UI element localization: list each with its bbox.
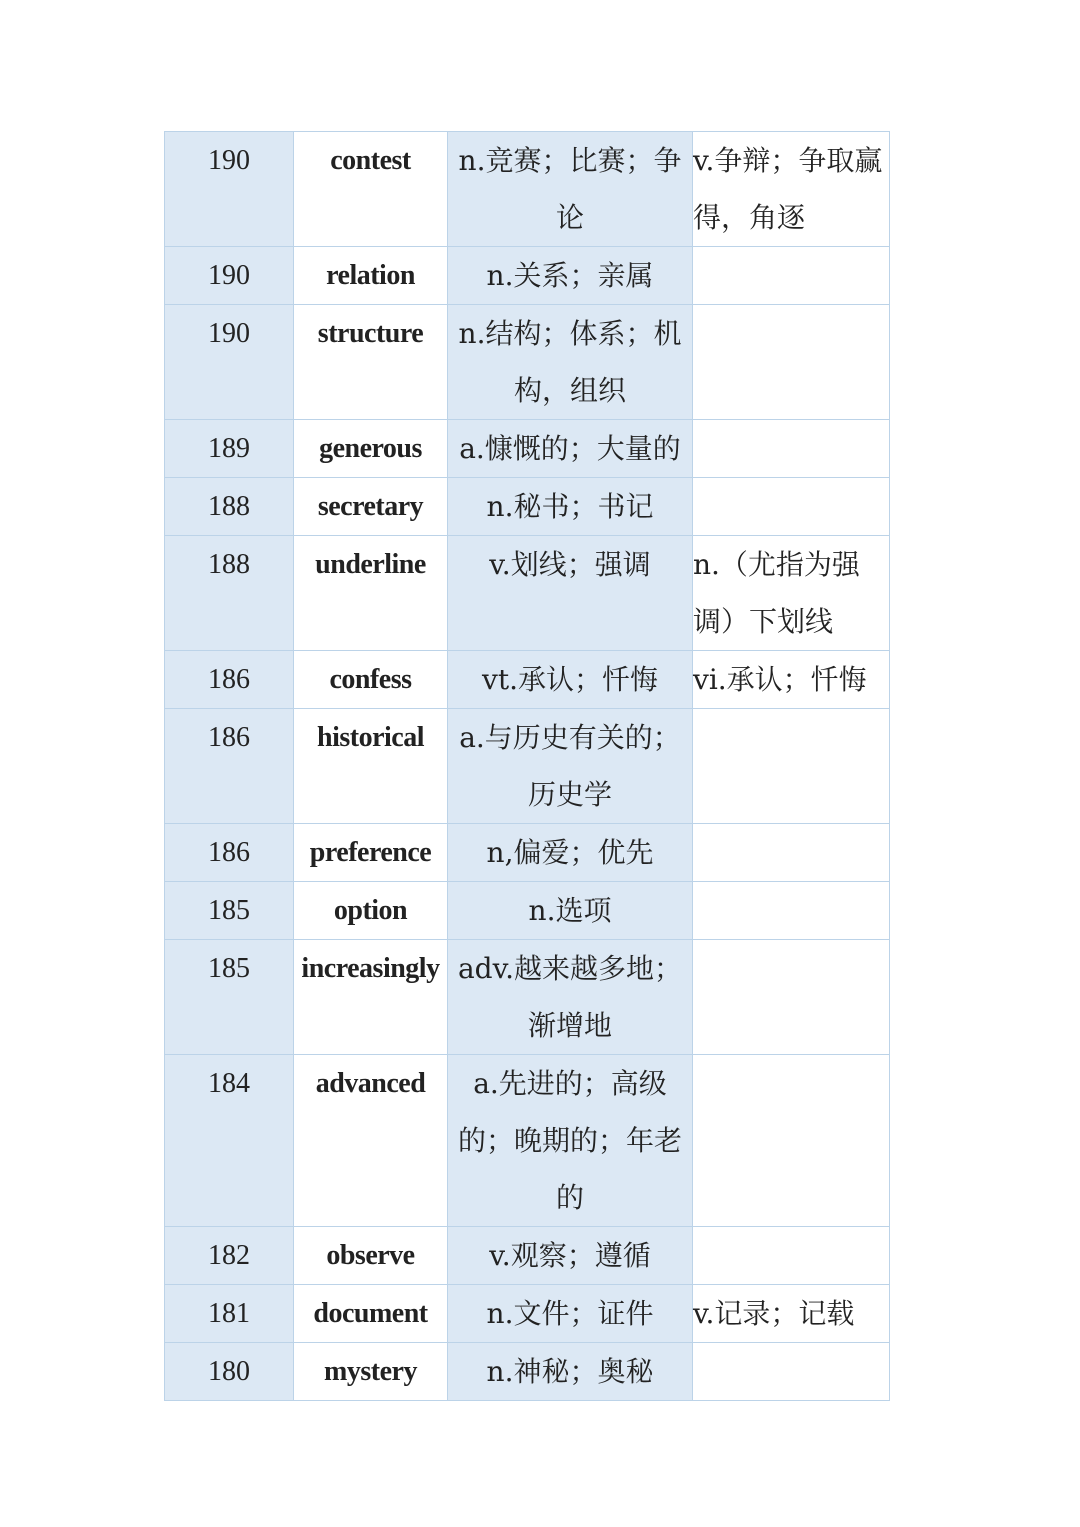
extra-definition-cell: n.（尤指为强调）下划线	[693, 536, 890, 651]
definition-cell: n.文件；证件	[448, 1285, 693, 1343]
frequency-cell: 182	[165, 1227, 294, 1285]
table-row	[165, 536, 890, 651]
table-row	[165, 420, 890, 478]
definition-cell: a.慷慨的；大量的	[448, 420, 693, 478]
definition-cell: vt.承认；忏悔	[448, 651, 693, 709]
word-cell: relation	[294, 247, 448, 305]
table-row	[165, 1055, 890, 1227]
frequency-cell: 190	[165, 247, 294, 305]
word-cell: preference	[294, 824, 448, 882]
definition-cell: n.秘书；书记	[448, 478, 693, 536]
extra-definition-cell: v.争辩；争取赢得，角逐	[693, 132, 890, 247]
extra-definition-cell	[693, 478, 890, 536]
frequency-cell: 180	[165, 1343, 294, 1401]
word-cell: historical	[294, 709, 448, 824]
word-cell: secretary	[294, 478, 448, 536]
word-cell: mystery	[294, 1343, 448, 1401]
extra-definition-cell	[693, 1343, 890, 1401]
word-cell: confess	[294, 651, 448, 709]
definition-cell: a.先进的；高级的；晚期的；年老的	[448, 1055, 693, 1227]
table-row	[165, 709, 890, 824]
table-row	[165, 1227, 890, 1285]
table-row	[165, 651, 890, 709]
extra-definition-cell	[693, 824, 890, 882]
frequency-cell: 189	[165, 420, 294, 478]
vocabulary-table	[164, 131, 890, 1401]
frequency-cell: 186	[165, 709, 294, 824]
frequency-cell: 184	[165, 1055, 294, 1227]
frequency-cell: 186	[165, 651, 294, 709]
table-row	[165, 1285, 890, 1343]
vocabulary-table-body	[165, 132, 890, 1401]
table-row	[165, 132, 890, 247]
word-cell: observe	[294, 1227, 448, 1285]
extra-definition-cell	[693, 247, 890, 305]
word-cell: contest	[294, 132, 448, 247]
extra-definition-cell	[693, 305, 890, 420]
frequency-cell: 188	[165, 536, 294, 651]
table-row	[165, 1343, 890, 1401]
frequency-cell: 188	[165, 478, 294, 536]
extra-definition-cell	[693, 1227, 890, 1285]
table-row	[165, 824, 890, 882]
table-row	[165, 478, 890, 536]
frequency-cell: 185	[165, 940, 294, 1055]
table-row	[165, 940, 890, 1055]
word-cell: generous	[294, 420, 448, 478]
definition-cell: n,偏爱；优先	[448, 824, 693, 882]
definition-cell: a.与历史有关的；历史学	[448, 709, 693, 824]
extra-definition-cell: v.记录；记载	[693, 1285, 890, 1343]
definition-cell: v.划线；强调	[448, 536, 693, 651]
word-cell: option	[294, 882, 448, 940]
word-cell: document	[294, 1285, 448, 1343]
extra-definition-cell	[693, 1055, 890, 1227]
table-row	[165, 247, 890, 305]
table-row	[165, 305, 890, 420]
frequency-cell: 181	[165, 1285, 294, 1343]
definition-cell: n.竞赛；比赛；争论	[448, 132, 693, 247]
word-cell: structure	[294, 305, 448, 420]
extra-definition-cell	[693, 709, 890, 824]
word-cell: advanced	[294, 1055, 448, 1227]
extra-definition-cell	[693, 420, 890, 478]
extra-definition-cell	[693, 940, 890, 1055]
frequency-cell: 190	[165, 305, 294, 420]
extra-definition-cell	[693, 882, 890, 940]
definition-cell: n.结构；体系；机构，组织	[448, 305, 693, 420]
definition-cell: n.选项	[448, 882, 693, 940]
definition-cell: n.关系；亲属	[448, 247, 693, 305]
frequency-cell: 186	[165, 824, 294, 882]
word-cell: underline	[294, 536, 448, 651]
table-row	[165, 882, 890, 940]
frequency-cell: 185	[165, 882, 294, 940]
frequency-cell: 190	[165, 132, 294, 247]
definition-cell: n.神秘；奥秘	[448, 1343, 693, 1401]
word-cell: increasingly	[294, 940, 448, 1055]
extra-definition-cell: vi.承认；忏悔	[693, 651, 890, 709]
definition-cell: v.观察；遵循	[448, 1227, 693, 1285]
definition-cell: adv.越来越多地；渐增地	[448, 940, 693, 1055]
